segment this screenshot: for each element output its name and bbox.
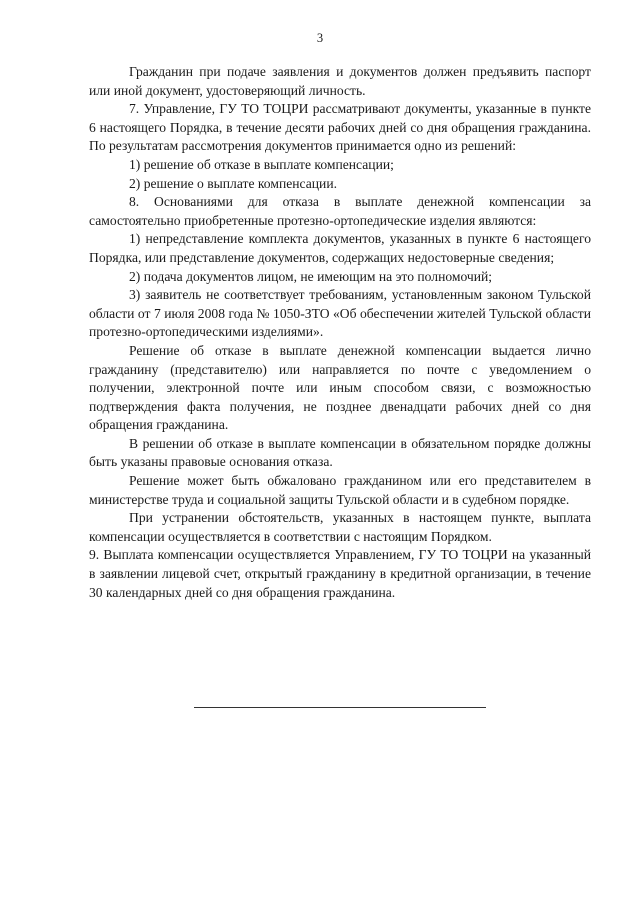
paragraph-decision-refusal: 1) решение об отказе в выплате компенсации; [129,156,394,172]
paragraph-resolution: При устранении обстоятельств, указанных в настоящем пункте, выплата компенсации осуществляется в соответствии с настоящим Порядком. [89,510,591,544]
paragraph-ground-3: 3) заявитель не соответствует требованиям, установленным законом Тульской области от 7 июля 2008 года № 1050-ЗТО «Об обеспечении жителей Тульской области протезно-ортопедическими изделиями». [89,287,591,340]
paragraph-legal-grounds: В решении об отказе в выплате компенсации в обязательном порядке должны быть указаны правовые основания отказа. [89,435,591,470]
paragraph-ground-2: 2) подача документов лицом, не имеющим на это полномочий; [129,268,493,284]
paragraph-item-9: 9. Выплата компенсации осуществляется Управлением, ГУ ТО ТОЦРИ на указанный в заявлении лицевой счет, открытый гражданину в кредитной организации, в течение 30 календарных дней со дня обращения гражданина. [89,547,591,600]
document-body [89,63,591,602]
page-number: 3 [316,31,324,45]
paragraph-passport-requirement: Гражданин при подаче заявления и документов должен предъявить паспорт или иной документ, удостоверяющий личность. [89,64,591,98]
closing-rule [194,707,486,708]
paragraph-ground-1: 1) непредставление комплекта документов, указанных в пункте 6 настоящего Порядка, или представление документов, содержащих недостоверные сведения; [89,231,591,265]
paragraph-item-7: 7. Управление, ГУ ТО ТОЦРИ рассматривают документы, указанные в пункте 6 настоящего Порядка, в течение десяти рабочих дней со дня обращения гражданина. По результатам рассмотрения документов принимается одно из решений: [89,101,591,154]
paragraph-appeal: Решение может быть обжаловано гражданином или его представителем в министерстве труда и социальной защиты Тульской области и в судебном порядке. [89,473,591,507]
paragraph-refusal-delivery: Решение об отказе в выплате денежной компенсации выдается лично гражданину (представителю) или направляется по почте с уведомлением о получении, электронной почте или иным способом связи, с возможностью подтверждения факта получения, не позднее двенадцати рабочих дней со дня обращения гражданина. [89,342,591,433]
paragraph-decision-payment: 2) решение о выплате компенсации. [129,175,337,191]
paragraph-item-8: 8. Основаниями для отказа в выплате денежной компенсации за самостоятельно приобретенные протезно-ортопедические изделия являются: [89,194,591,228]
